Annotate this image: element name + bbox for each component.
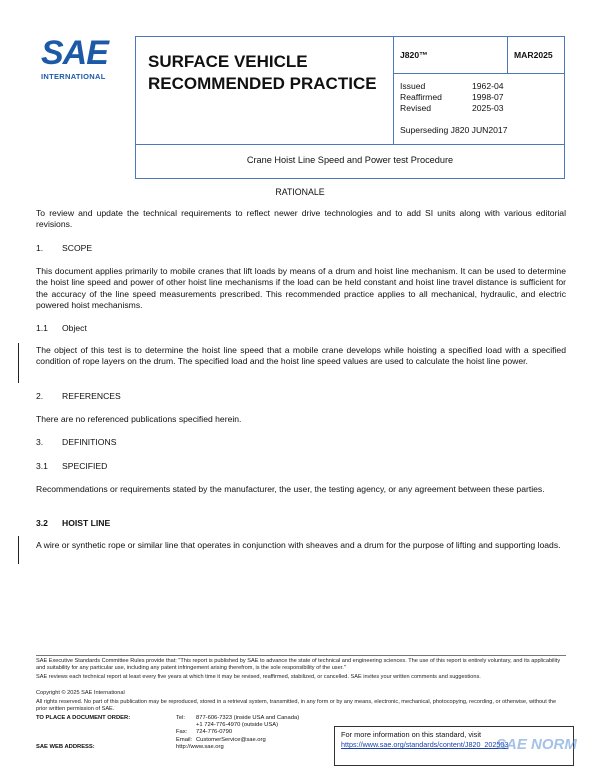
footer-rights: All rights reserved. No part of this publication may be reproduced, stored in a retrieval system, transmitted, in any form or by any means, electronic, mechanical, photocopying, recording, or otherwise, without the prior written permission of SAE. xyxy=(36,699,557,712)
reaffirmed-value: 1998-07 xyxy=(472,92,504,102)
logo-subtitle: INTERNATIONAL xyxy=(41,72,106,81)
document-title: Crane Hoist Line Speed and Power test Procedure xyxy=(246,155,454,165)
document-type-line2: RECOMMENDED PRACTICE xyxy=(148,74,377,93)
section-title: SCOPE xyxy=(62,243,93,253)
email-link[interactable]: CustomerService@sae.org xyxy=(196,736,266,743)
change-bar xyxy=(18,343,19,383)
section-1-heading xyxy=(36,243,92,253)
footer-divider xyxy=(36,655,566,656)
sae-logo xyxy=(41,36,127,81)
hoist-line-text: A wire or synthetic rope or similar line that operates in conjunction with sheaves and a drum for the purpose of lifting and supporting loads. xyxy=(36,540,561,550)
watermark: SAE NORM xyxy=(496,736,577,753)
section-title: Object xyxy=(62,323,87,333)
fax-label: Fax: xyxy=(176,729,188,736)
reaffirmed-label: Reaffirmed xyxy=(400,92,442,102)
section-title: SPECIFIED xyxy=(62,461,108,471)
revised-value: 2025-03 xyxy=(472,103,504,113)
tel-value: 877-606-7323 (inside USA and Canada) xyxy=(196,715,300,721)
footer-rules: SAE Executive Standards Committee Rules provide that: "This report is published by SAE to advance the state of technical and engineering sciences. The use of this report is entirely voluntary, and its applicability and suitability for any particular use, including any patent infringement arising therefrom, is the sole responsibility of the user." xyxy=(36,658,561,671)
web-label: SAE WEB ADDRESS: xyxy=(36,743,95,750)
email-label: Email: xyxy=(176,736,193,743)
header-box xyxy=(135,36,565,179)
fax-value: 724-776-0790 xyxy=(196,729,233,736)
header-divider xyxy=(136,144,564,145)
section-3-2-heading xyxy=(36,518,110,528)
info-text: For more information on this standard, visit xyxy=(341,730,482,739)
section-number: 1.1 xyxy=(36,323,48,333)
superseding-note: Superseding J820 JUN2017 xyxy=(400,125,508,135)
header-divider xyxy=(393,37,394,144)
rationale-text: To review and update the technical requirements to reflect newer drive technologies and to add SI units along with various editorial revisions. xyxy=(36,208,566,230)
web-link[interactable]: http://www.sae.org xyxy=(176,743,224,750)
references-text: There are no referenced publications specified herein. xyxy=(36,414,242,424)
document-id: J820™ xyxy=(400,50,428,60)
section-title: HOIST LINE xyxy=(62,518,111,528)
header-divider xyxy=(507,37,508,73)
section-title: DEFINITIONS xyxy=(62,437,117,447)
order-info xyxy=(36,715,299,751)
specified-text: Recommendations or requirements stated by the manufacturer, the user, the testing agency, or any agreement between these parties. xyxy=(36,484,545,494)
document-date: MAR2025 xyxy=(514,50,553,60)
section-number: 2. xyxy=(36,391,44,401)
object-text: The object of this test is to determine the hoist line speed that a mobile crane develops while hoisting a specified load with a specified condition of rope layers on the drum. The specified load and the hoist line speed values are used to calculate the hoist line power. xyxy=(36,345,566,367)
document-type xyxy=(148,51,377,95)
section-title: REFERENCES xyxy=(62,391,121,401)
standard-link[interactable]: https://www.sae.org/standards/content/J820_202503 xyxy=(341,740,509,749)
rationale-heading: RATIONALE xyxy=(275,187,325,197)
logo-brand: SAE xyxy=(41,34,108,72)
footer-copyright: Copyright © 2025 SAE International xyxy=(36,690,125,696)
header-divider xyxy=(393,73,565,74)
tel-label: Tel: xyxy=(176,715,186,721)
section-number: 3.2 xyxy=(36,518,48,528)
tel2-value: +1 724-776-4970 (outside USA) xyxy=(196,722,279,729)
section-1-1-heading xyxy=(36,323,87,333)
section-3-heading xyxy=(36,437,116,447)
section-2-heading xyxy=(36,391,121,401)
section-number: 3. xyxy=(36,437,44,447)
revised-label: Revised xyxy=(400,103,432,113)
section-number: 1. xyxy=(36,243,44,253)
document-type-line1: SURFACE VEHICLE xyxy=(148,52,308,71)
issued-label: Issued xyxy=(400,81,426,91)
section-number: 3.1 xyxy=(36,461,48,471)
section-3-1-heading xyxy=(36,461,107,471)
issued-value: 1962-04 xyxy=(472,81,504,91)
footer-review: SAE reviews each technical report at least every five years at which time it may be revised, reaffirmed, stabilized, or cancelled. SAE invites your written comments and suggestions. xyxy=(36,674,481,680)
scope-text: This document applies primarily to mobile cranes that lift loads by means of a drum and hoist line mechanism. It can be used to determine the hoist line speed and power of other hoist line mechanisms if the load can be held constant and hoist line travel distance is sufficient for the accuracy of the line speed measurements prescribed. This recommended practice applies to all mechanical, hydraulic, and electric powered hoist mechanisms. xyxy=(36,266,566,310)
change-bar xyxy=(18,536,19,564)
order-label: TO PLACE A DOCUMENT ORDER: xyxy=(36,715,131,721)
